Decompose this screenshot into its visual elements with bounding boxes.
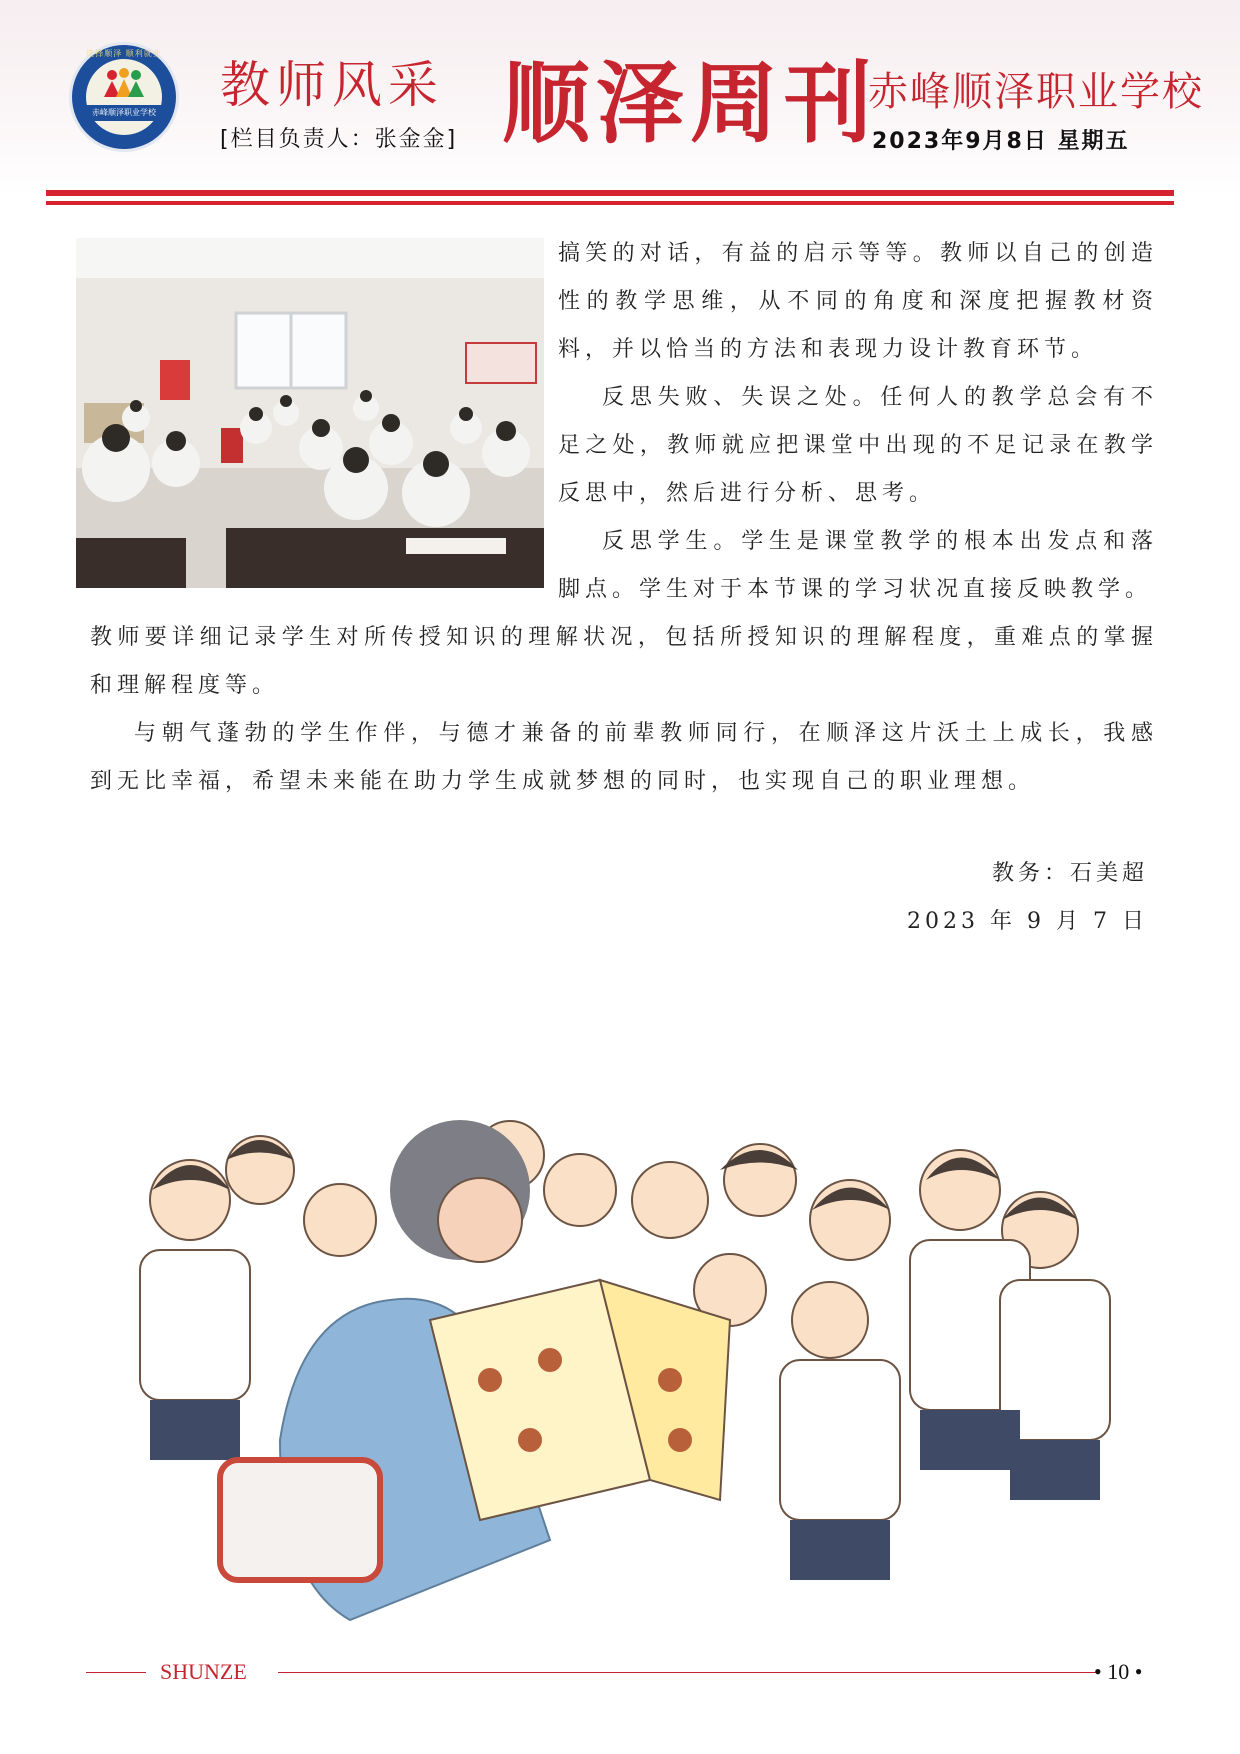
column-responsible: [栏目负责人：张金金] [220,127,458,152]
signature: 教务：石美超 [991,861,1148,886]
article-date: 2023 年 9 月 7 日 [907,909,1148,934]
header-rule-thin [46,201,1174,205]
logo-band-text: 赤峰顺泽职业学校 [78,105,170,121]
teacher-children-illustration [130,1060,1120,1645]
footer-brand: SHUNZE [160,1659,247,1684]
paragraph: 搞笑的对话，有益的启示等等。教师以自己的创造性的教学思维，从不同的角度和深度把握教材资料，并以恰当的方法和表现力设计教育环节。 [558,241,1158,362]
paragraph: 与朝气蓬勃的学生作伴，与德才兼备的前辈教师同行，在顺泽这片沃土上成长，我感到无比幸福，希望未来能在助力学生成就梦想的同时，也实现自己的职业理想。 [90,721,1158,794]
paragraph: 教师要详细记录学生对所传授知识的理解状况，包括所授知识的理解程度，重难点的掌握和理解程度等。 [90,625,1158,698]
footer-rule-left [86,1672,146,1673]
article-full-width [90,614,1158,806]
article-right-column [558,230,1158,614]
issue-date: 2023年9月8日 星期五 [872,129,1130,154]
logo-figures-icon [100,67,148,101]
paragraph: 反思学生。学生是课堂教学的根本出发点和落脚点。学生对于本节课的学习状况直接反映教学。 [558,529,1158,602]
signature-block [907,850,1148,946]
paragraph: 反思失败、失误之处。任何人的教学总会有不足之处，教师就应把课堂中出现的不足记录在教学反思中，然后进行分析、思考。 [558,385,1158,506]
school-name: 赤峰顺泽职业学校 [868,69,1204,115]
logo-top-text: 选择顺泽 顺利就业 [86,49,162,58]
header-rule-thick [46,190,1174,196]
page-number: • 10 • [1094,1659,1143,1684]
footer-rule-right [278,1672,1100,1673]
masthead-title: 顺泽周刊 [502,52,879,155]
school-logo [72,45,176,149]
classroom-photo [76,238,544,588]
column-title: 教师风采 [220,56,444,114]
